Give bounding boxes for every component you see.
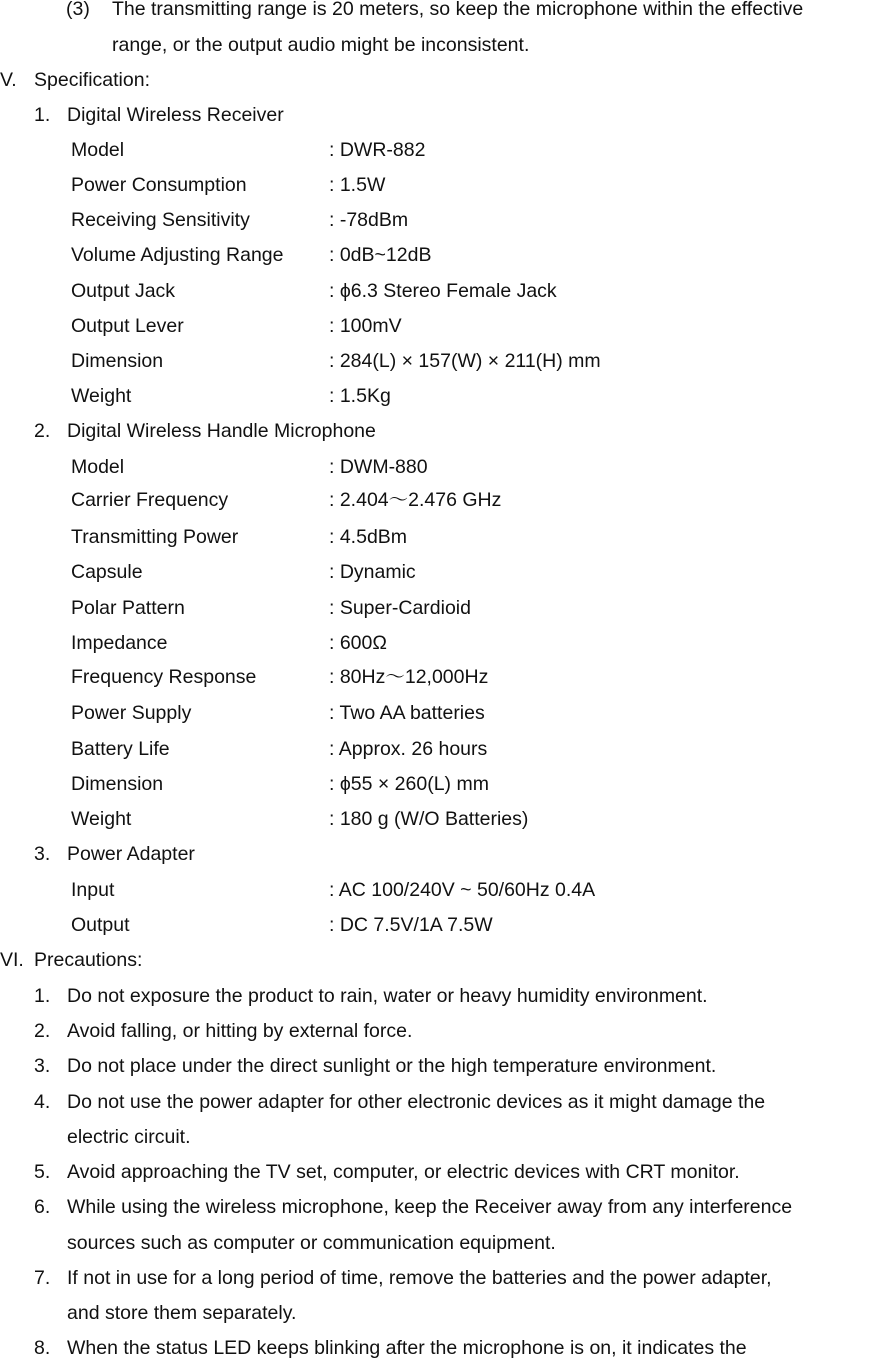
precaution-marker: 2. (34, 1020, 51, 1042)
spec-value: : DC 7.5V/1A 7.5W (329, 914, 493, 936)
spec-label: Output Jack (71, 280, 176, 302)
spec-value: : -78dBm (329, 209, 409, 231)
precaution-text: sources such as computer or communication equipment. (67, 1232, 556, 1254)
subsection-title: Power Adapter (67, 843, 195, 865)
spec-value: : 1.5W (329, 174, 386, 196)
section-title: Specification: (34, 69, 150, 91)
precaution-marker: 6. (34, 1196, 51, 1218)
spec-label: Model (71, 456, 125, 478)
spec-value: : AC 100/240V ~ 50/60Hz 0.4A (329, 879, 596, 901)
spec-value: : Dynamic (329, 561, 416, 583)
spec-label: Polar Pattern (71, 597, 185, 619)
subsection-marker: 3. (34, 843, 51, 865)
spec-value: : 180 g (W/O Batteries) (329, 808, 529, 830)
spec-label: Power Supply (71, 702, 192, 724)
note-line: The transmitting range is 20 meters, so keep the microphone within the effective (112, 0, 804, 20)
precaution-text: While using the wireless microphone, keep the Receiver away from any interference (67, 1196, 793, 1218)
spec-label: Output Lever (71, 315, 184, 337)
spec-value: : 1.5Kg (329, 385, 391, 407)
spec-label: Receiving Sensitivity (71, 209, 250, 231)
spec-value: : ϕ55 × 260(L) mm (329, 773, 489, 795)
spec-value: : Two AA batteries (329, 702, 485, 724)
precaution-marker: 7. (34, 1267, 51, 1289)
section-marker: V. (0, 69, 17, 91)
spec-label: Input (71, 879, 115, 901)
spec-label: Dimension (71, 350, 164, 372)
precaution-marker: 3. (34, 1055, 51, 1077)
spec-value: : DWM-880 (329, 456, 428, 478)
spec-value: : 2.404～2.476 GHz (329, 489, 502, 511)
precaution-text: and store them separately. (67, 1302, 297, 1324)
spec-value: : DWR-882 (329, 139, 426, 161)
spec-label: Frequency Response (71, 666, 257, 688)
spec-value: : 600Ω (329, 632, 387, 654)
precaution-text: Do not place under the direct sunlight or the high temperature environment. (67, 1055, 717, 1077)
spec-value: : 80Hz～12,000Hz (329, 666, 489, 688)
precaution-text: Avoid approaching the TV set, computer, or electric devices with CRT monitor. (67, 1161, 740, 1183)
subsection-title: Digital Wireless Handle Microphone (67, 420, 376, 442)
precaution-marker: 5. (34, 1161, 51, 1183)
precaution-text: Avoid falling, or hitting by external force. (67, 1020, 413, 1042)
spec-label: Power Consumption (71, 174, 247, 196)
spec-label: Dimension (71, 773, 164, 795)
spec-value: : 0dB~12dB (329, 244, 432, 266)
spec-value: : Approx. 26 hours (329, 738, 488, 760)
subsection-marker: 1. (34, 104, 51, 126)
precaution-text: Do not exposure the product to rain, water or heavy humidity environment. (67, 985, 708, 1007)
spec-value: : 284(L) × 157(W) × 211(H) mm (329, 350, 601, 372)
precaution-text: When the status LED keeps blinking after the microphone is on, it indicates the (67, 1337, 747, 1359)
spec-value: : ϕ6.3 Stereo Female Jack (329, 280, 557, 302)
spec-label: Model (71, 139, 125, 161)
note-marker: (3) (66, 0, 90, 20)
subsection-title: Digital Wireless Receiver (67, 104, 284, 126)
spec-value: : 4.5dBm (329, 526, 408, 548)
spec-label: Weight (71, 808, 132, 830)
spec-label: Transmitting Power (71, 526, 239, 548)
precaution-marker: 8. (34, 1337, 51, 1359)
precaution-text: electric circuit. (67, 1126, 191, 1148)
precaution-marker: 4. (34, 1091, 51, 1113)
spec-label: Output (71, 914, 130, 936)
spec-label: Impedance (71, 632, 168, 654)
precaution-marker: 1. (34, 985, 51, 1007)
spec-label: Carrier Frequency (71, 489, 229, 511)
section-title: Precautions: (34, 949, 143, 971)
subsection-marker: 2. (34, 420, 51, 442)
spec-label: Capsule (71, 561, 143, 583)
spec-label: Battery Life (71, 738, 170, 760)
spec-value: : Super-Cardioid (329, 597, 471, 619)
section-marker: VI. (0, 949, 24, 971)
note-line: range, or the output audio might be inconsistent. (112, 34, 530, 56)
spec-value: : 100mV (329, 315, 402, 337)
precaution-text: Do not use the power adapter for other electronic devices as it might damage the (67, 1091, 766, 1113)
spec-label: Weight (71, 385, 132, 407)
spec-label: Volume Adjusting Range (71, 244, 284, 266)
precaution-text: If not in use for a long period of time, remove the batteries and the power adapter, (67, 1267, 772, 1289)
